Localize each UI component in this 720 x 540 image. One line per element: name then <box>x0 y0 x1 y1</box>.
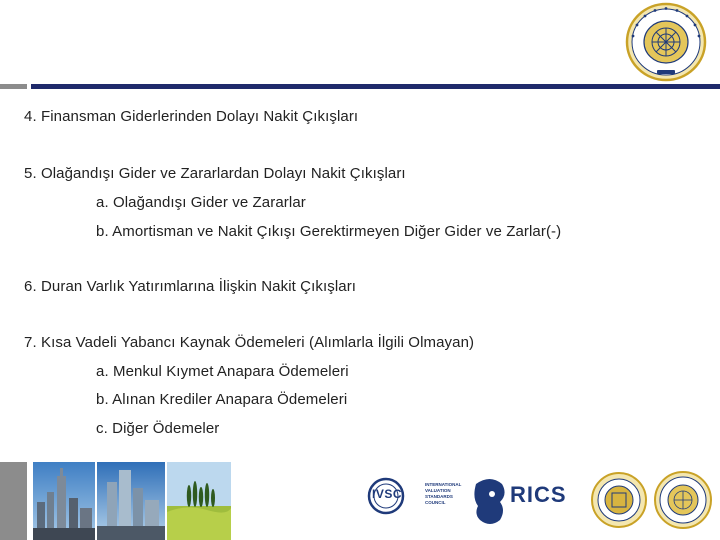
city-skyline-photo <box>33 462 95 540</box>
list-item: 4. Finansman Giderlerinden Dolayı Nakit Çıkışları <box>24 108 359 125</box>
footer-strip <box>0 462 720 540</box>
list-item: 7. Kısa Vadeli Yabancı Kaynak Ödemeleri (Alımlarla İlgili Olmayan) <box>24 334 475 351</box>
ivsc-caption-line: STANDARDS <box>425 494 453 499</box>
sub-list-item: b. Alınan Krediler Anapara Ödemeleri <box>96 391 348 408</box>
rics-logo <box>466 462 584 540</box>
ivsc-caption-line: VALUATION <box>425 488 451 493</box>
ivsc-caption-line: COUNCIL <box>425 500 446 505</box>
footer-grey-segment <box>0 462 27 540</box>
ivsc-caption <box>425 482 461 506</box>
sub-list-item: b. Amortisman ve Nakit Çıkışı Gerektirmeyen Diğer Gider ve Zarlar(-) <box>96 223 562 240</box>
sub-list-item: a. Olağandışı Gider ve Zararlar <box>96 194 306 211</box>
lion-icon <box>470 474 510 530</box>
sub-list-item: a. Menkul Kıymet Anapara Ödemeleri <box>96 363 349 380</box>
rics-wordmark: RICS <box>510 482 567 507</box>
sub-list-item: c. Diğer Ödemeler <box>96 420 220 437</box>
ivsc-caption-line: INTERNATIONAL <box>425 482 462 487</box>
university-seal-icon <box>652 462 714 540</box>
list-item: 6. Duran Varlık Yatırımlarına İlişkin Nakit Çıkışları <box>24 278 357 295</box>
ivsc-wordmark: IVSC <box>372 487 403 501</box>
ivsc-logo <box>364 462 462 540</box>
list-item: 5. Olağandışı Gider ve Zararlardan Dolayı Nakit Çıkışları <box>24 165 406 182</box>
towers-photo <box>97 462 165 540</box>
cypress-landscape-photo <box>167 462 231 540</box>
gold-seal-icon <box>590 462 648 540</box>
